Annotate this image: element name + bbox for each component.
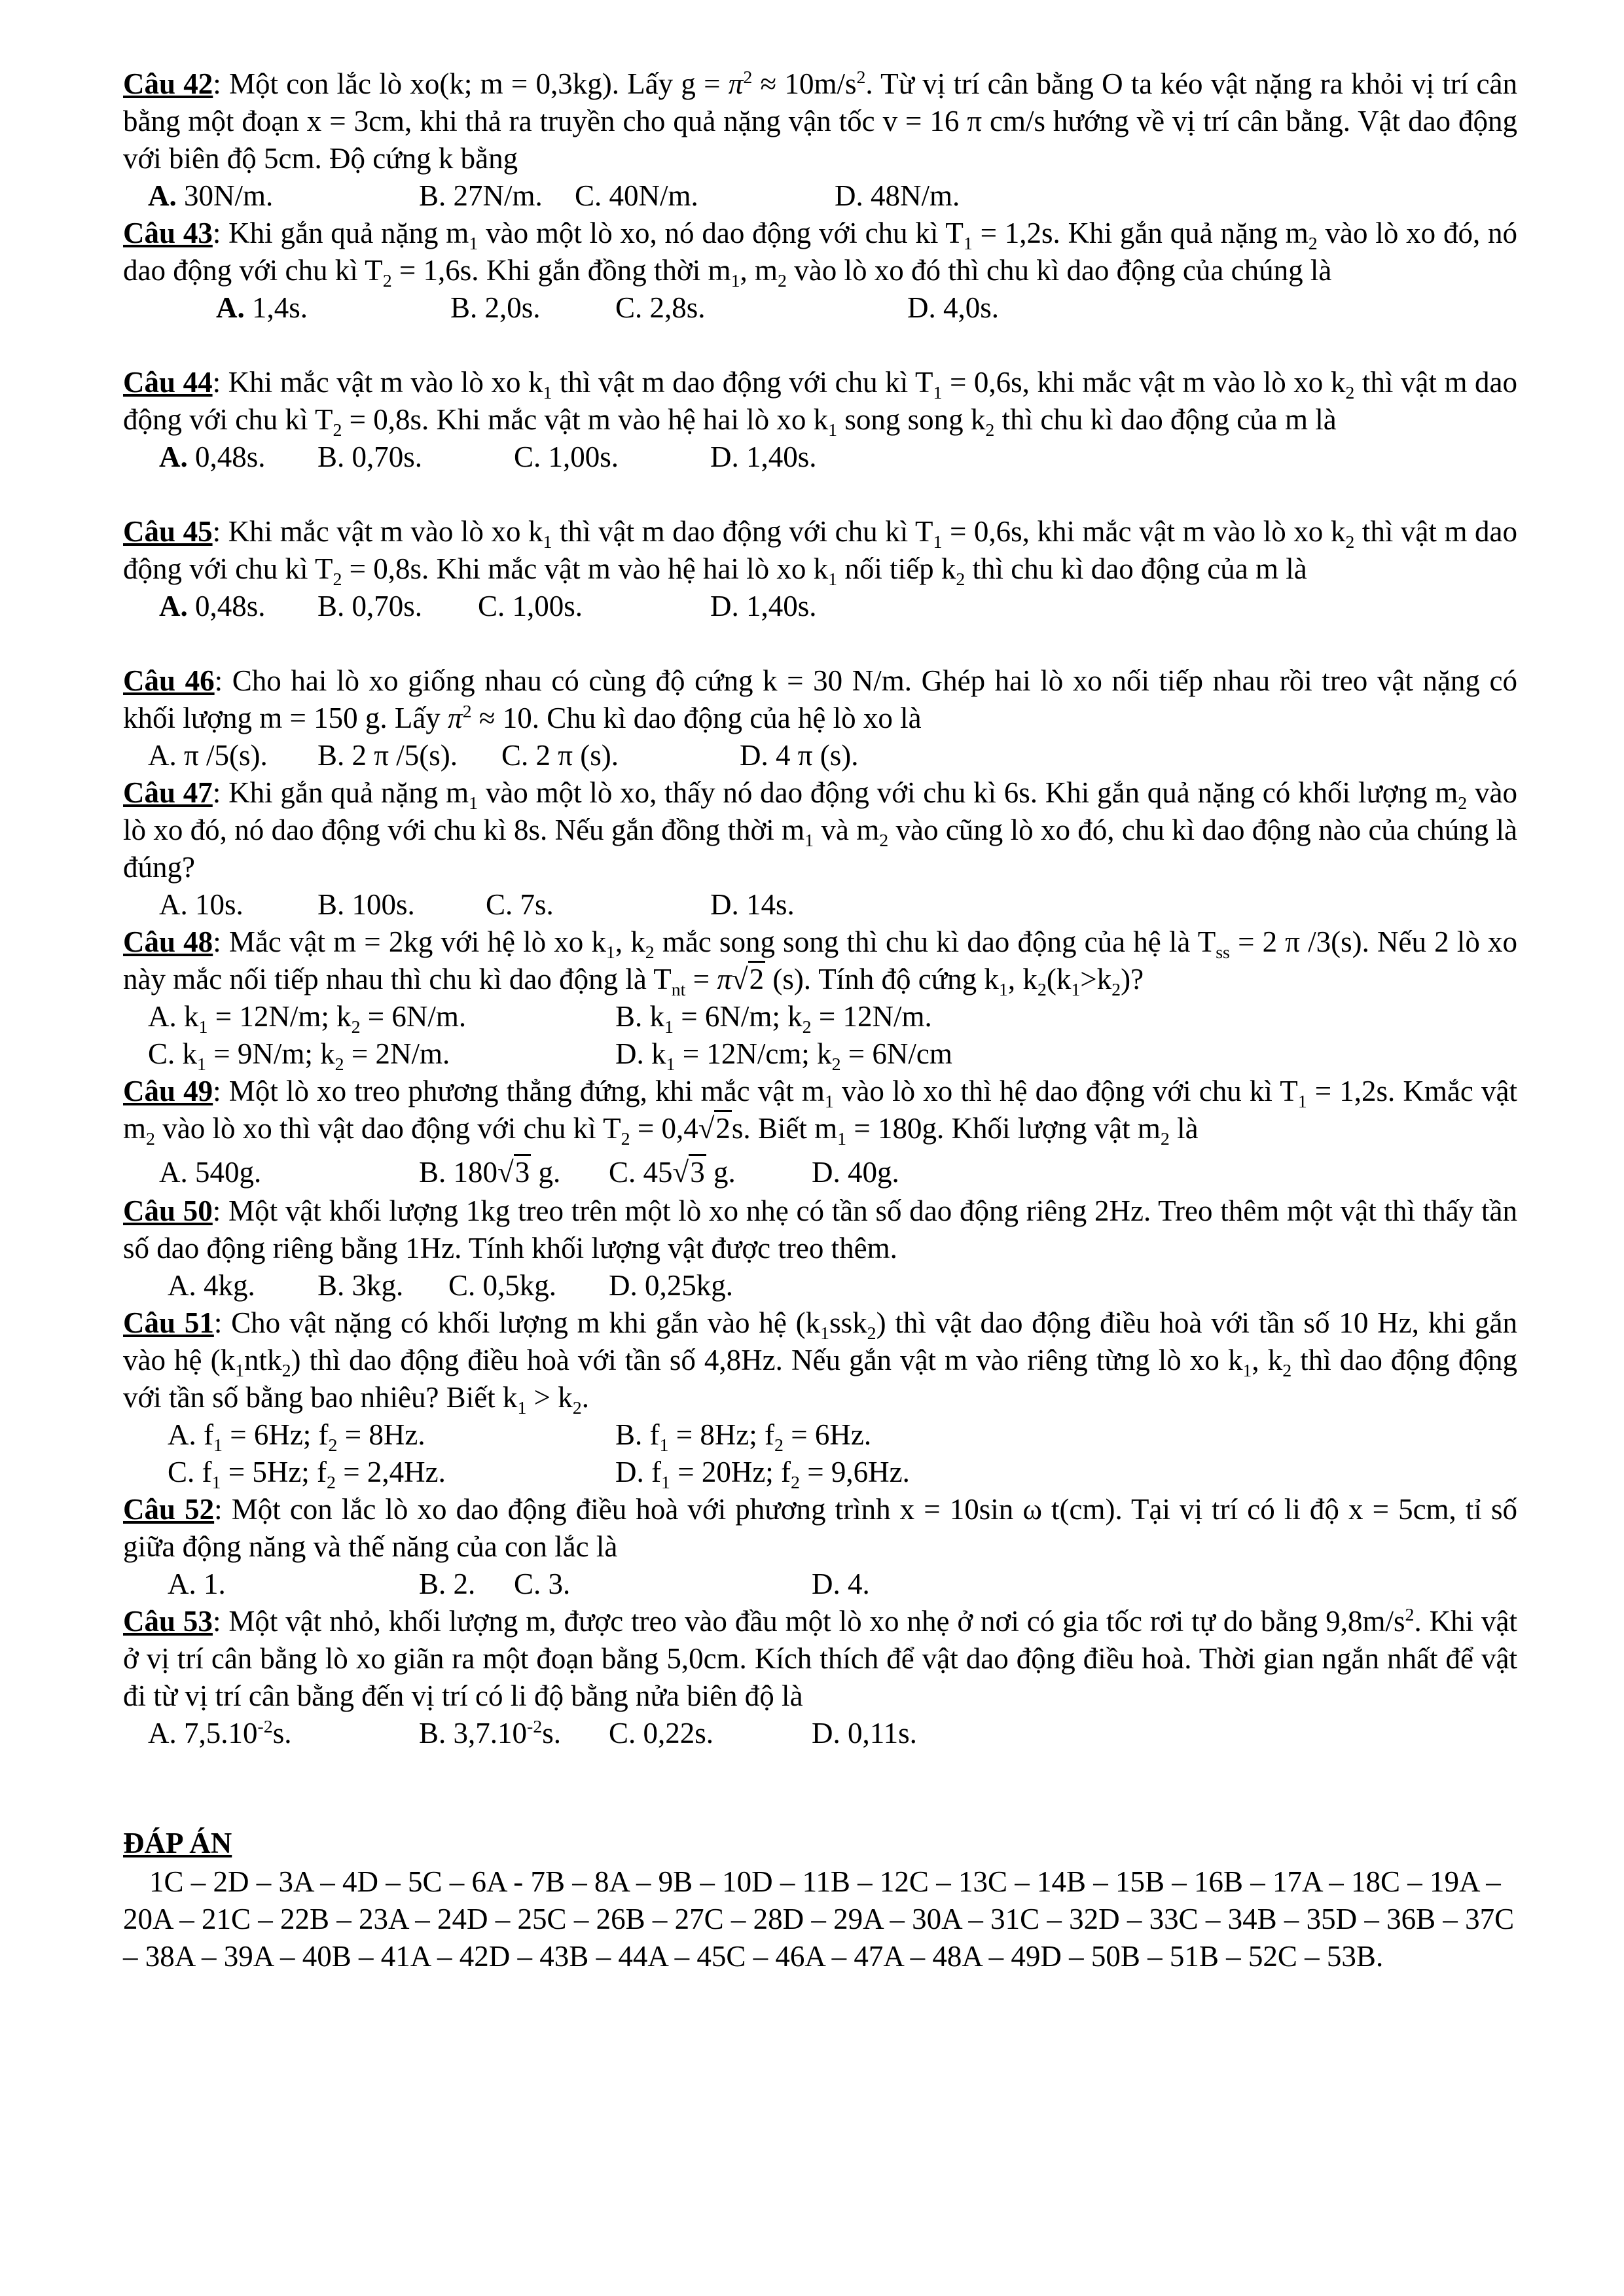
question-50-stem: Câu 50: Một vật khối lượng 1kg treo trên một lò xo nhẹ có tần số dao động riêng 2Hz. Treo thêm một vật thì thấy tần số dao động riêng bằng 1Hz. Tính khối lượng vật được treo thêm. — [123, 1194, 1517, 1265]
option-b: B. 27N/m. — [419, 179, 543, 212]
option-c: C. 2,8s. — [615, 291, 706, 324]
option-c: C. 7s. — [486, 888, 554, 921]
question-49-label: Câu 49 — [123, 1075, 213, 1107]
question-48-stem: Câu 48: Mắc vật m = 2kg với hệ lò xo $k_1$, $k_2$ mắc song song thì chu kì dao động của hệ là $T_{ss} = 2$ π /3(s). Nếu 2 lò xo này mắc nối tiếp nhau thì chu kì dao động là $T_{nt} = \pi√2$ (s). Tính độ cứng $k_1$, $k_2(k_1>k_2)$? — [123, 925, 1518, 1000]
option-c: C. $k_1 = 9N/m$; $k_2 = 2N/m$. — [148, 1037, 450, 1075]
question-51 — [123, 1304, 1517, 1491]
question-52-options — [123, 1566, 1517, 1603]
option-c: C. 1,00s. — [478, 590, 583, 622]
option-d: D. 40g. — [812, 1156, 899, 1189]
option-a: A. π /5(s). — [148, 739, 268, 772]
question-51-stem: Câu 51: Cho vật nặng có khối lượng m khi gắn vào hệ $(k_1ssk_2)$ thì vật dao động điều hoà với tần số 10 Hz, khi gắn vào hệ $(k_1ntk_2)$ thì dao động điều hoà với tần số 4,8Hz. Nếu gắn vật m vào riêng từng lò xo $k_1$, $k_2$ thì dao động động với tần số bằng bao nhiêu? Biết $k_1 > k_2$. — [123, 1306, 1518, 1418]
option-c: C. 1,00s. — [514, 440, 619, 473]
option-d: D. 48N/m. — [835, 179, 960, 212]
option-d: D. 4,0s. — [907, 291, 1000, 324]
option-b: B. 2 π /5(s). — [317, 739, 458, 772]
option-c: C. $f_1 = 5Hz$; $f_2 = 2,4Hz$. — [168, 1456, 446, 1493]
question-49 — [123, 1073, 1517, 1191]
question-52-label: Câu 52 — [123, 1493, 215, 1526]
question-51-options-cd — [123, 1454, 1517, 1491]
option-a: A. 540g. — [159, 1156, 262, 1189]
question-53-stem: Câu 53: Một vật nhỏ, khối lượng m, được treo vào đầu một lò xo nhẹ ở nơi có gia tốc rơi tự do bằng $9,8m/s^2$. Khi vật ở vị trí cân bằng lò xo giãn ra một đoạn bằng 5,0cm. Kích thích để vật dao động điều hoà. Thời gian ngắn nhất để vật đi từ vị trí cân bằng đến vị trí có li độ bằng nửa biên độ là — [123, 1605, 1517, 1712]
answer-key-title: ĐÁP ÁN — [123, 1827, 232, 1859]
question-42 — [123, 65, 1517, 215]
question-44-stem: Câu 44: Khi mắc vật m vào lò xo $k_1$ thì vật m dao động với chu kì $T_1 = 0,6s$, khi mắc vật m vào lò xo $k_2$ thì vật m dao động với chu kì $T_2 = 0,8s$. Khi mắc vật m vào hệ hai lò xo $k_1$ song song $k_2$ thì chu kì dao động của m là — [123, 366, 1518, 440]
question-43 — [123, 215, 1517, 327]
question-43-label: Câu 43 — [123, 217, 213, 249]
option-a: A. $f_1 = 6Hz$; $f_2 = 8Hz$. — [168, 1418, 425, 1456]
option-b: B. 2. — [419, 1568, 476, 1600]
question-48 — [123, 924, 1517, 1073]
question-46-options — [123, 737, 1517, 774]
question-43-options — [123, 289, 1517, 327]
option-c: C. 45√3 g. — [609, 1154, 736, 1191]
option-b: B. 100s. — [317, 888, 415, 921]
option-c: C. 2 π (s). — [501, 739, 619, 772]
question-50-label: Câu 50 — [123, 1194, 213, 1227]
answer-key-list: 1C – 2D – 3A – 4D – 5C – 6A - 7B – 8A – 9B – 10D – 11B – 12C – 13C – 14B – 15B – 16B – 17A – 18C – 19A – 20A – 21C – 22B – 23A – 24D – 25C – 26B – 27C – 28D – 29A – 30A – 31C – 32D – 33C – 34B – 35D – 36B – 37C – 38A – 39A – 40B – 41A – 42D – 43B – 44A – 45C – 46A – 47A – 48A – 49D – 50B – 51B – 52C – 53B. — [123, 1865, 1515, 1973]
option-c: C. 40N/m. — [575, 179, 698, 212]
question-47 — [123, 774, 1517, 924]
option-b: B. 0,70s. — [317, 440, 423, 473]
question-45-label: Câu 45 — [123, 515, 213, 548]
question-47-options — [123, 886, 1517, 924]
option-d: D. $f_1 = 20Hz$; $f_2 = 9,6Hz$. — [615, 1456, 910, 1493]
question-45-options — [123, 588, 1517, 625]
question-48-label: Câu 48 — [123, 925, 213, 958]
question-44-options — [123, 439, 1517, 476]
option-b: B. $f_1 = 8Hz$; $f_2 = 6Hz$. — [615, 1418, 872, 1456]
question-45-stem: Câu 45: Khi mắc vật m vào lò xo $k_1$ thì vật m dao động với chu kì $T_1 = 0,6s$, khi mắc vật m vào lò xo $k_2$ thì vật m dao động với chu kì $T_2 = 0,8s$. Khi mắc vật m vào hệ hai lò xo $k_1$ nối tiếp $k_2$ thì chu kì dao động của m là — [123, 515, 1518, 590]
question-52 — [123, 1491, 1517, 1603]
option-b: B. $k_1 = 6N/m$; $k_2 = 12N/m$. — [615, 1000, 932, 1037]
option-a: A. 1,4s. — [216, 291, 308, 324]
option-a: A. 30N/m. — [148, 179, 274, 212]
option-b: B. 2,0s. — [450, 291, 541, 324]
question-48-options-cd — [123, 1035, 1517, 1073]
question-42-options — [123, 177, 1517, 215]
option-c: C. 0,22s. — [609, 1717, 714, 1749]
option-c: C. 3. — [514, 1568, 571, 1600]
question-51-options-ab — [123, 1416, 1517, 1454]
question-53-label: Câu 53 — [123, 1605, 213, 1638]
option-d: D. 0,25kg. — [609, 1269, 733, 1302]
option-d: D. $k_1 = 12N/cm$; $k_2 = 6N/cm$ — [615, 1037, 952, 1075]
question-44-label: Câu 44 — [123, 366, 213, 399]
question-49-options — [123, 1154, 1517, 1191]
option-a: A. 0,48s. — [159, 440, 266, 473]
option-a: A. $k_1 = 12N/m$; $k_2 = 6N/m$. — [148, 1000, 467, 1037]
option-d: D. 4. — [812, 1568, 870, 1600]
option-a: A. $7,5.10^{-2}s$. — [148, 1717, 292, 1749]
option-a: A. 10s. — [159, 888, 244, 921]
option-a: A. 1. — [168, 1568, 226, 1600]
question-52-stem: Câu 52: Một con lắc lò xo dao động điều hoà với phương trình x = 10sin ω t(cm). Tại vị trí có li độ x = 5cm, tỉ số giữa động năng và thế năng của con lắc là — [123, 1493, 1517, 1563]
question-46 — [123, 662, 1517, 774]
question-48-options-ab — [123, 998, 1517, 1035]
question-49-stem: Câu 49: Một lò xo treo phương thẳng đứng, khi mắc vật $m_1$ vào lò xo thì hệ dao động với chu kì $T_1 = 1,2s$. Kmắc vật $m_2$ vào lò xo thì vật dao động với chu kì $T_2 = 0,4√2s$. Biết $m_1 = 180g$. Khối lượng vật $m_2$ là — [123, 1075, 1517, 1149]
question-46-label: Câu 46 — [123, 664, 215, 697]
question-50 — [123, 1193, 1517, 1304]
question-51-label: Câu 51 — [123, 1306, 214, 1339]
option-d: D. 4 π (s). — [740, 739, 859, 772]
option-d: D. 14s. — [710, 888, 795, 921]
question-46-stem: Câu 46: Cho hai lò xo giống nhau có cùng độ cứng k = 30 N/m. Ghép hai lò xo nối tiếp nhau rồi treo vật nặng có khối lượng m = 150 g. Lấy $\pi^2 \approx 10$. Chu kì dao động của hệ lò xo là — [123, 664, 1518, 734]
option-d: D. 1,40s. — [710, 590, 817, 622]
option-b: B. 3kg. — [317, 1269, 404, 1302]
option-a: A. 4kg. — [168, 1269, 255, 1302]
question-47-label: Câu 47 — [123, 776, 213, 809]
question-47-stem: Câu 47: Khi gắn quả nặng $m_1$ vào một lò xo, thấy nó dao động với chu kì 6s. Khi gắn quả nặng có khối lượng $m_2$ vào lò xo đó, nó dao động với chu kì 8s. Nếu gắn đồng thời $m_1$ và $m_2$ vào cũng lò xo đó, chu kì dao động nào của chúng là đúng? — [123, 776, 1517, 884]
option-b: B. 0,70s. — [317, 590, 423, 622]
option-a: A. 0,48s. — [159, 590, 266, 622]
option-b: B. $3,7.10^{-2}s$. — [419, 1717, 562, 1749]
option-b: B. 180√3 g. — [419, 1154, 560, 1191]
question-50-options — [123, 1267, 1517, 1304]
option-c: C. 0,5kg. — [448, 1269, 557, 1302]
option-d: D. 1,40s. — [710, 440, 817, 473]
question-53-options — [123, 1715, 1517, 1752]
question-44 — [123, 364, 1517, 476]
question-42-stem: Câu 42: Một con lắc lò xo(k; m = 0,3kg). Lấy $g = \pi^2 \approx 10m/s^2$. Từ vị trí cân bằng O ta kéo vật nặng ra khỏi vị trí cân bằng một đoạn x = 3cm, khi thả ra truyền cho quả nặng vận tốc v = 16 π cm/s hướng về vị trí cân bằng. Vật dao động với biên độ 5cm. Độ cứng k bằng — [123, 67, 1518, 175]
option-d: D. 0,11s. — [812, 1717, 917, 1749]
question-45 — [123, 513, 1517, 625]
question-43-stem: Câu 43: Khi gắn quả nặng $m_1$ vào một lò xo, nó dao động với chu kì $T_1 = 1,2s$. Khi gắn quả nặng $m_2$ vào lò xo đó, nó dao động với chu kì $T_2 = 1,6s$. Khi gắn đồng thời $m_1$, $m_2$ vào lò xo đó thì chu kì dao động của chúng là — [123, 217, 1518, 291]
question-53 — [123, 1603, 1517, 1752]
question-42-label: Câu 42 — [123, 67, 213, 100]
